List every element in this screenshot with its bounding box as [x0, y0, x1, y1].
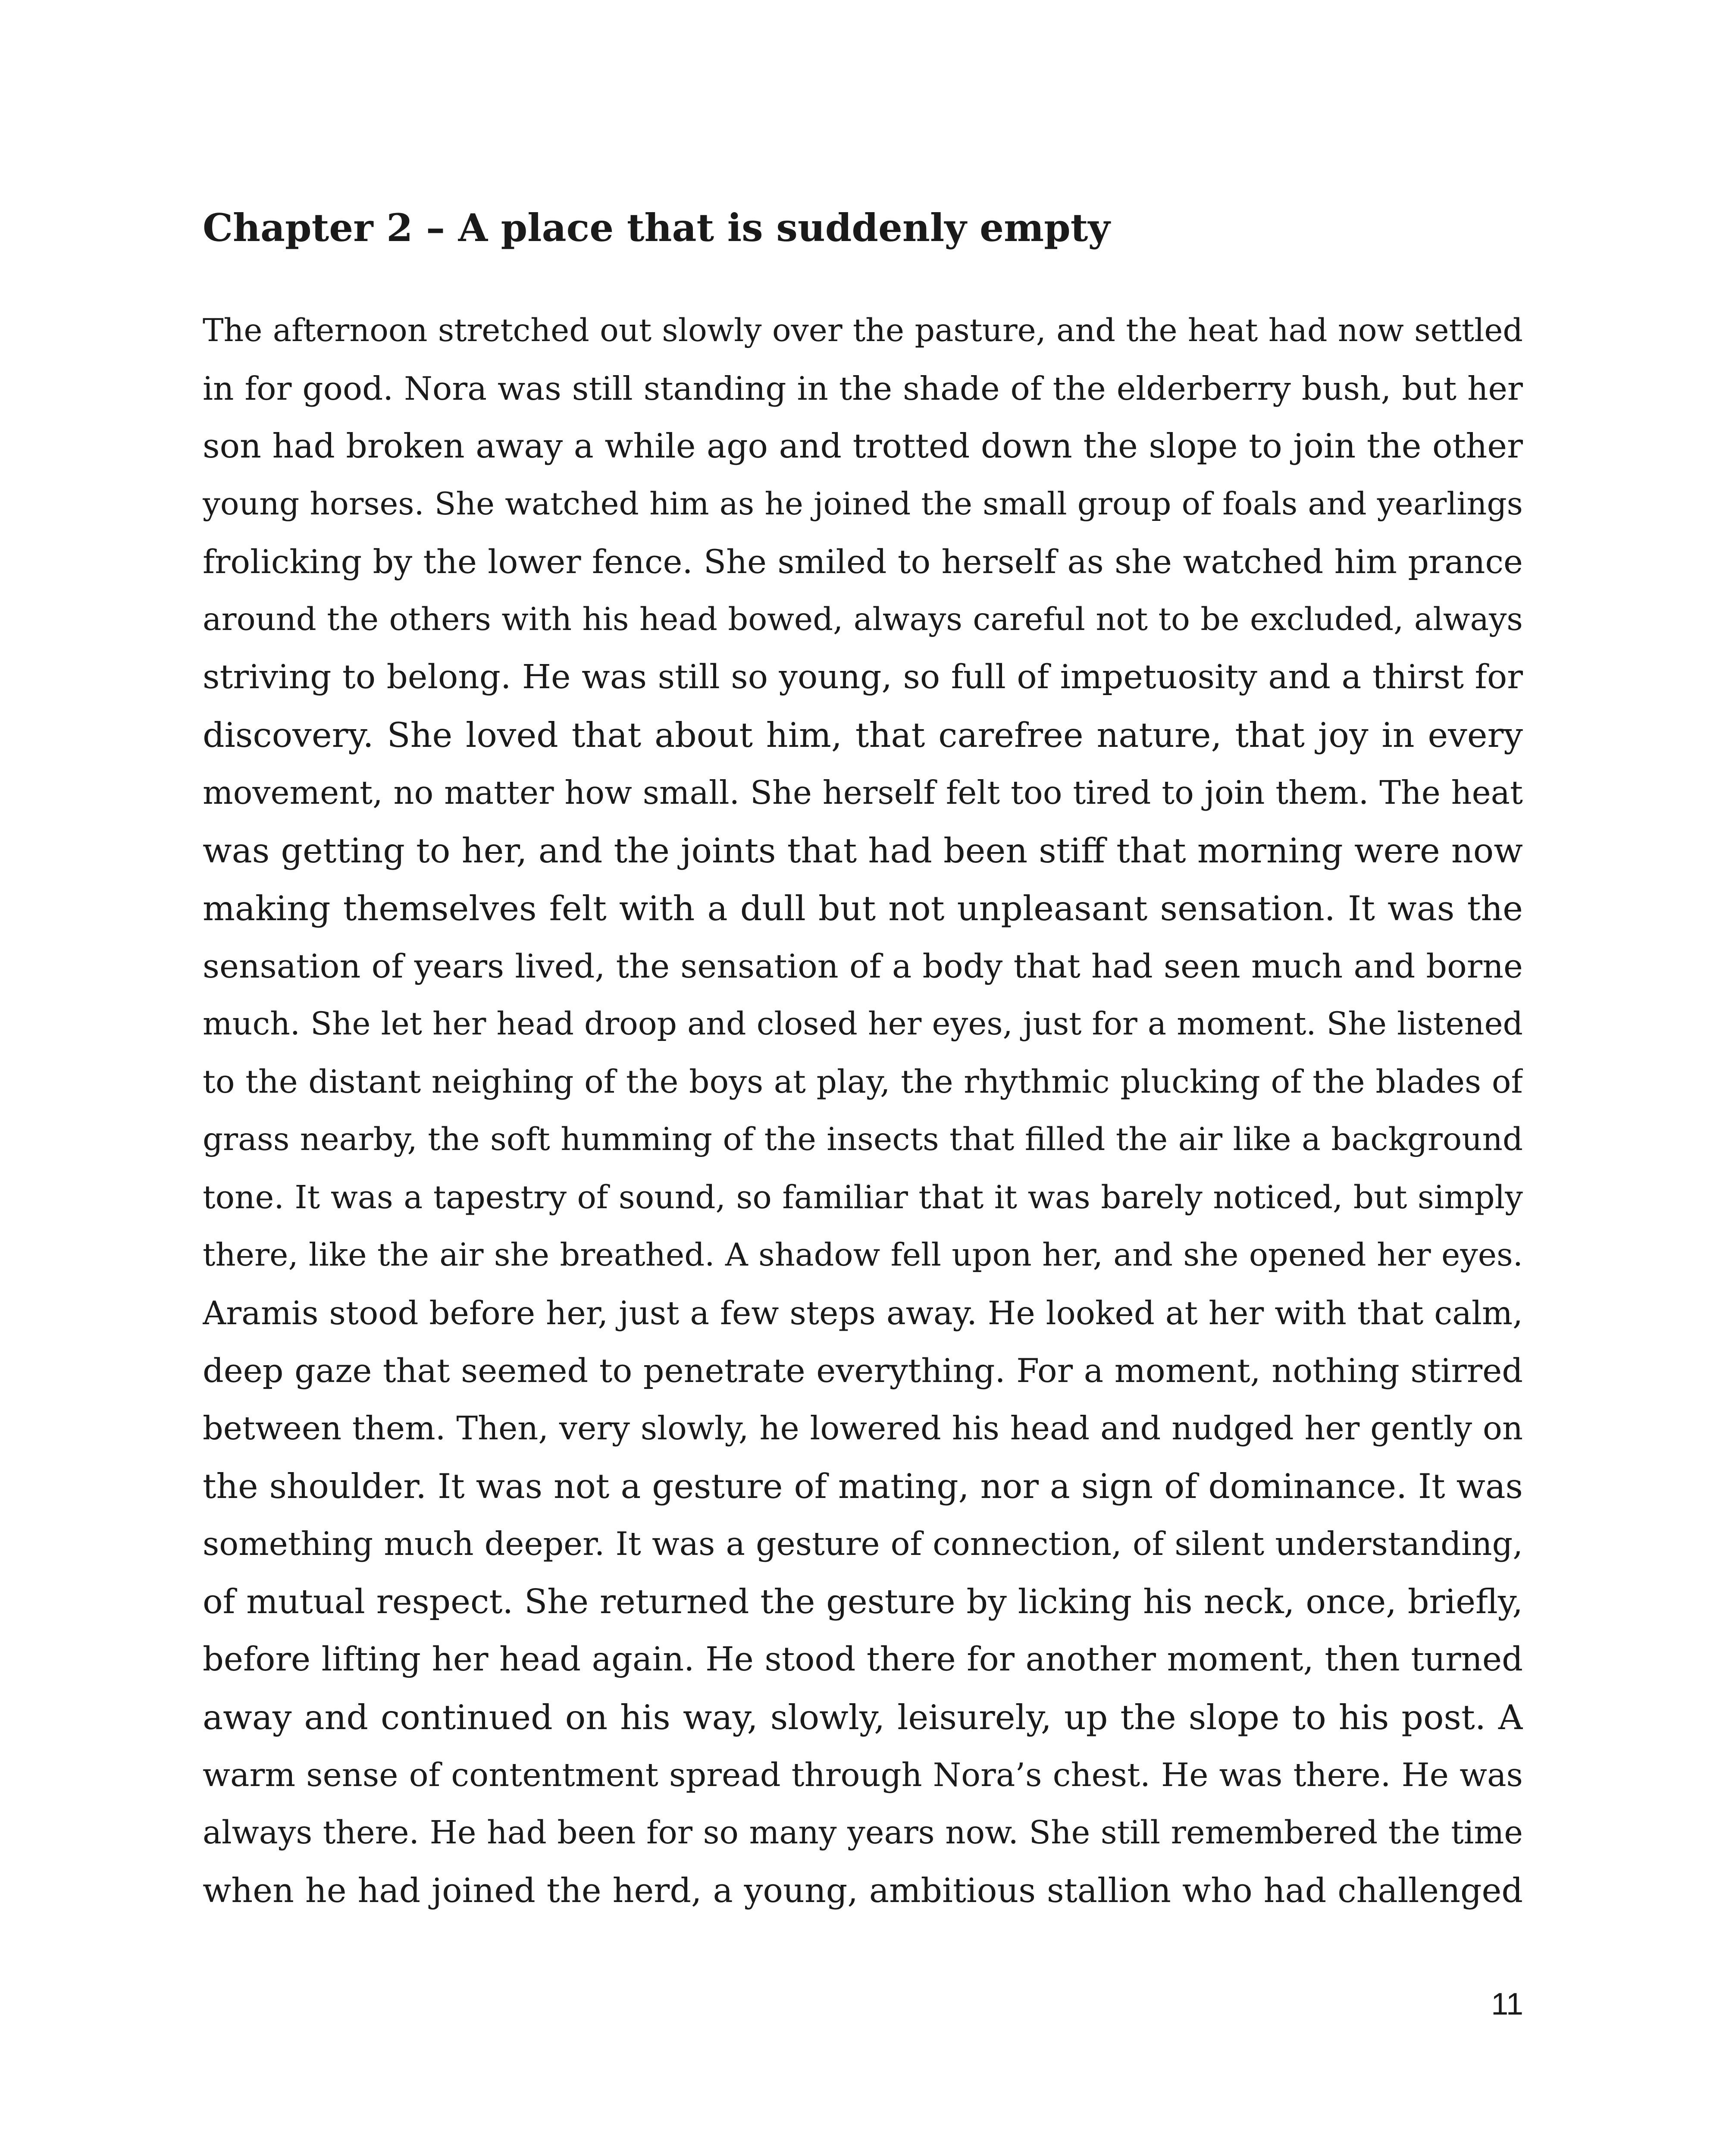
text-line: away and continued on his way, slowly, leisurely, up the slope to his post. A: [203, 1698, 1523, 1737]
text-line: something much deeper. It was a gesture of connection, of silent understanding,: [203, 1525, 1523, 1563]
text-line: there, like the air she breathed. A shadow fell upon her, and she opened her eyes.: [203, 1237, 1523, 1273]
text-line: Aramis stood before her, just a few steps away. He looked at her with that calm,: [203, 1294, 1523, 1332]
text-line: in for good. Nora was still standing in the shade of the elderberry bush, but her: [203, 370, 1523, 407]
text-line: deep gaze that seemed to penetrate everything. For a moment, nothing stirred: [203, 1351, 1523, 1390]
text-line: around the others with his head bowed, always careful not to be excluded, always: [203, 601, 1523, 638]
text-line: frolicking by the lower fence. She smiled to herself as she watched him prance: [203, 542, 1523, 581]
text-line: tone. It was a tapestry of sound, so familiar that it was barely noticed, but simply: [203, 1179, 1523, 1216]
text-line: grass nearby, the soft humming of the insects that filled the air like a background: [203, 1121, 1523, 1158]
text-line: sensation of years lived, the sensation of a body that had seen much and borne: [203, 947, 1523, 985]
text-line: The afternoon stretched out slowly over the pasture, and the heat had now settled: [203, 312, 1523, 349]
text-line: much. She let her head droop and closed her eyes, just for a moment. She listened: [203, 1006, 1523, 1042]
page-number: 11: [1491, 1987, 1523, 2021]
text-line: between them. Then, very slowly, he lowered his head and nudged her gently on: [203, 1410, 1523, 1447]
text-line: always there. He had been for so many years now. She still remembered the time: [203, 1814, 1523, 1851]
text-line: of mutual respect. She returned the gesture by licking his neck, once, briefly,: [203, 1583, 1523, 1621]
text-line: making themselves felt with a dull but not unpleasant sensation. It was the: [203, 889, 1523, 928]
text-line: movement, no matter how small. She herself felt too tired to join them. The heat: [203, 774, 1523, 812]
text-line: the shoulder. It was not a gesture of mating, nor a sign of dominance. It was: [203, 1467, 1523, 1506]
text-line: young horses. She watched him as he joined the small group of foals and yearlings: [203, 486, 1523, 522]
text-line: was getting to her, and the joints that had been stiff that morning were now: [203, 831, 1523, 871]
text-line: when he had joined the herd, a young, ambitious stallion who had challenged: [203, 1871, 1523, 1910]
body-paragraph: [203, 302, 1523, 1920]
text-line: to the distant neighing of the boys at play, the rhythmic plucking of the blades of: [203, 1063, 1523, 1100]
text-line: warm sense of contentment spread through Nora’s chest. He was there. He was: [203, 1756, 1523, 1794]
text-line: striving to belong. He was still so young, so full of impetuosity and a thirst for: [203, 658, 1523, 696]
chapter-title: Chapter 2 – A place that is suddenly empty: [203, 205, 1110, 250]
text-line: son had broken away a while ago and trotted down the slope to join the other: [203, 427, 1523, 466]
text-line: discovery. She loved that about him, that carefree nature, that joy in every: [203, 715, 1523, 755]
text-line: before lifting her head again. He stood there for another moment, then turned: [203, 1640, 1523, 1679]
